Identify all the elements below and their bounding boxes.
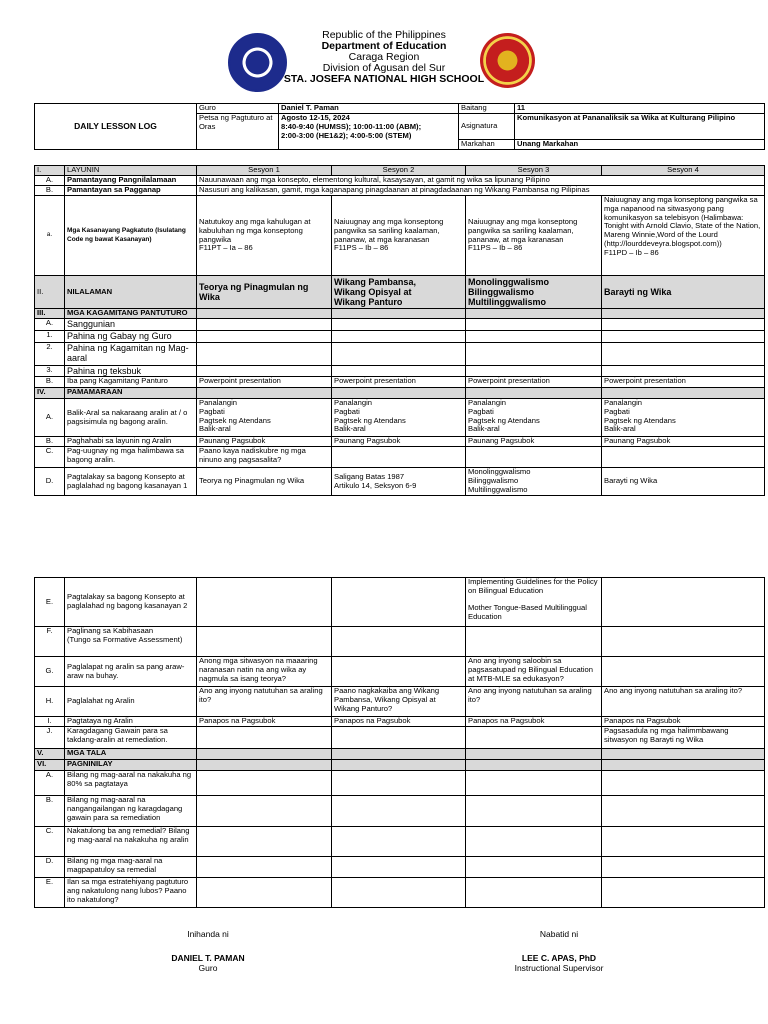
row-number: B. (35, 437, 65, 447)
row-label: Bilang ng mag-aaral na nakakuha ng 80% sa pagtataya (65, 771, 197, 796)
table-row (35, 319, 765, 331)
session-cell: Paunang Pagsubok (197, 437, 332, 447)
baitang-label: Baitang (459, 104, 515, 114)
row-number: F. (35, 627, 65, 657)
petsa-label: Petsa ng Pagtuturo at Oras (197, 114, 279, 150)
session-cell (197, 578, 332, 627)
table-row (35, 196, 765, 276)
session-header: Sesyon 1 (197, 166, 332, 176)
session-cell: Paunang Pagsubok (332, 437, 466, 447)
prepared-label: Inihanda ni (187, 929, 229, 939)
section-number: V. (35, 749, 65, 760)
baitang-value: 11 (515, 104, 765, 114)
section-title: MGA TALA (65, 749, 197, 760)
session-cell: Naiuugnay ang mga konseptong pangwika sa mga napanood na sitwasyong pang komunikasyon sa telebisyon (Halimbawa: Tonight with Arnold Clavio, State of the Nation, Mareng Winnie,Word of the Lourd (http://lourddeveyra.blogspot.com)) F11PD – Ib – 86 (602, 196, 765, 276)
session-cell: Powerpoint presentation (332, 377, 466, 388)
row-label: Bilang ng mag-aaral na nangangailangan ng karagdagang gawain para sa remediation (65, 796, 197, 827)
table-row (35, 857, 765, 878)
row-number: A. (35, 771, 65, 796)
kagamitan-row (35, 309, 765, 319)
table-row (35, 657, 765, 687)
table-row (35, 578, 765, 627)
session-cell: Ano ang inyong natutuhan sa araling ito? (197, 687, 332, 717)
session-cell: Naiuugnay ang mga konseptong pangwika sa sariling kaalaman, pananaw, at mga karanasan F11PS – Ib – 86 (332, 196, 466, 276)
table-row (35, 186, 765, 196)
table-row (35, 727, 765, 749)
session-cell: Paunang Pagsubok (602, 437, 765, 447)
row-number: B. (35, 186, 65, 196)
row-label: Pagtalakay sa bagong Konsepto at paglalahad ng bagong kasanayan 1 (65, 468, 197, 496)
session-cell: Panapos na Pagsubok (197, 717, 332, 727)
section-title: LAYUNIN (65, 166, 197, 176)
session-cell: Powerpoint presentation (466, 377, 602, 388)
row-number: G. (35, 657, 65, 687)
row-number: H. (35, 687, 65, 717)
session-cell: Pagsasadula ng mga halimmbawang sitwasyon ng Barayti ng Wika (602, 727, 765, 749)
session-cell (332, 578, 466, 627)
session-cell: Wikang Pambansa, Wikang Opisyal at Wikang Panturo (332, 276, 466, 309)
division-line: Division of Agusan del Sur (322, 62, 446, 74)
session-cell: Panalangin Pagbati Pagtsek ng Atendans Balik-aral (466, 399, 602, 437)
table-row (35, 399, 765, 437)
session-cell: Panapos na Pagsubok (466, 717, 602, 727)
section-number: I. (35, 166, 65, 176)
asignatura-value: Komunikasyon at Pananaliksik sa Wika at Kulturang Pilipino (515, 114, 765, 140)
row-label: Pahina ng Kagamitan ng Mag-aaral (65, 343, 197, 366)
session-header: Sesyon 4 (602, 166, 765, 176)
session-cell: Panapos na Pagsubok (332, 717, 466, 727)
section-title: PAGNINILAY (65, 760, 197, 771)
table-row (35, 437, 765, 447)
lesson-info-table (34, 103, 765, 150)
markahan-label: Markahan (459, 140, 515, 150)
row-number: C. (35, 827, 65, 857)
section-number: IV. (35, 388, 65, 399)
table-row (35, 827, 765, 857)
row-label: Karagdagang Gawain para sa takdang-aralin at remediation. (65, 727, 197, 749)
session-cell (332, 657, 466, 687)
section-title: MGA KAGAMITANG PANTUTURO (65, 309, 197, 319)
asignatura-label: Asignatura (459, 114, 515, 140)
session-cell: Teorya ng Pinagmulan ng Wika (197, 276, 332, 309)
noted-role: Instructional Supervisor (514, 963, 604, 973)
guro-label: Guro (197, 104, 279, 114)
daily-lesson-log-title: DAILY LESSON LOG (35, 104, 197, 150)
nilalaman-row (35, 276, 765, 309)
row-label: Paglinang sa Kabihasaan (Tungo sa Formative Assessment) (65, 627, 197, 657)
row-number: B. (35, 377, 65, 388)
row-number: A. (35, 319, 65, 331)
table-row (35, 366, 765, 377)
row-label: Iba pang Kagamitang Panturo (65, 377, 197, 388)
row-label: Pamantayang Pangnilalamaan (65, 176, 197, 186)
mga-tala-row (35, 749, 765, 760)
table-row (35, 343, 765, 366)
session-cell: Barayti ng Wika (602, 276, 765, 309)
session-cell (332, 727, 466, 749)
layunin-row (35, 166, 765, 176)
row-label: Pahina ng Gabay ng Guro (65, 331, 197, 343)
session-cell: Barayti ng Wika (602, 468, 765, 496)
row-content: Nauunawaan ang mga konsepto, elementong kultural, kasaysayan, at gamit ng wika sa lipunang Pilipino (197, 176, 765, 186)
session-cell (332, 447, 466, 468)
table-row (35, 878, 765, 908)
session-cell: Ano ang inyong natutuhan sa araling ito? (602, 687, 765, 717)
row-number: 3. (35, 366, 65, 377)
row-label: Balik-Aral sa nakaraang aralin at / o pagsisimula ng bagong aralin. (65, 399, 197, 437)
table-row (35, 447, 765, 468)
table-row (35, 796, 765, 827)
session-cell: Panalangin Pagbati Pagtsek ng Atendans Balik-aral (197, 399, 332, 437)
row-content: Nasusuri ang kalikasan, gamit, mga kaganapang pinagdaanan at pinagdadaanan ng Wikang Pambansa ng Pilipinas (197, 186, 765, 196)
region-line: Caraga Region (348, 51, 420, 63)
session-cell: Monolinggwalismo Bilinggwalismo Multilinggwalismo (466, 468, 602, 496)
school-name: STA. JOSEFA NATIONAL HIGH SCHOOL (283, 73, 485, 85)
session-cell: Panapos na Pagsubok (602, 717, 765, 727)
row-label: Pagtataya ng Aralin (65, 717, 197, 727)
row-label: Bilang ng mga mag-aaral na magpapatuloy sa remedial (65, 857, 197, 878)
table-row (35, 377, 765, 388)
row-number: J. (35, 727, 65, 749)
row-number: 2. (35, 343, 65, 366)
markahan-value: Unang Markahan (515, 140, 765, 150)
session-cell: Monolinggwalismo Bilinggwalismo Multilinggwalismo (466, 276, 602, 309)
session-cell: Naiuugnay ang mga konseptong pangwika sa sariling kaalaman, pananaw, at mga karanasan F11PS – Ib – 86 (466, 196, 602, 276)
session-cell (602, 657, 765, 687)
row-label: Mga Kasanayang Pagkatuto (Isulatang Code ng bawat Kasanayan) (65, 196, 197, 276)
table-row (35, 687, 765, 717)
section-number: III. (35, 309, 65, 319)
session-header: Sesyon 2 (332, 166, 466, 176)
noted-label: Nabatid ni (539, 929, 579, 939)
section-title: NILALAMAN (65, 276, 197, 309)
session-cell: Powerpoint presentation (602, 377, 765, 388)
session-cell (466, 727, 602, 749)
row-label: Pahina ng teksbuk (65, 366, 197, 377)
session-cell: Powerpoint presentation (197, 377, 332, 388)
prepared-name: DANIEL T. PAMAN (171, 953, 245, 963)
row-number: A. (35, 176, 65, 186)
row-number: A. (35, 399, 65, 437)
lesson-plan-table-part1 (34, 165, 765, 496)
row-number: I. (35, 717, 65, 727)
session-cell: Panalangin Pagbati Pagtsek ng Atendans Balik-aral (602, 399, 765, 437)
pagninilay-row (35, 760, 765, 771)
row-label: Paglalahat ng Aralin (65, 687, 197, 717)
petsa-value: Agosto 12-15, 2024 8:40-9:40 (HUMSS); 10:00-11:00 (ABM); 2:00-3:00 (HE1&2); 4:00-5:00 (STEM) (279, 114, 459, 150)
row-label: Pagtalakay sa bagong Konsepto at paglalahad ng bagong kasanayan 2 (65, 578, 197, 627)
document-header (0, 0, 768, 100)
row-label: Paghahabi sa layunin ng Aralin (65, 437, 197, 447)
row-number: B. (35, 796, 65, 827)
table-row (35, 627, 765, 657)
row-number: E. (35, 878, 65, 908)
pamamaraan-row (35, 388, 765, 399)
row-number: a. (35, 196, 65, 276)
section-title: PAMAMARAAN (65, 388, 197, 399)
section-number: II. (35, 276, 65, 309)
lesson-plan-table-part2 (34, 577, 765, 908)
session-cell: Paunang Pagsubok (466, 437, 602, 447)
prepared-by-block (108, 929, 308, 973)
session-header: Sesyon 3 (466, 166, 602, 176)
noted-name: LEE C. APAS, PhD (521, 953, 597, 963)
session-cell (602, 578, 765, 627)
guro-value: Daniel T. Paman (279, 104, 459, 114)
row-label: Paglalapat ng aralin sa pang araw-araw na buhay. (65, 657, 197, 687)
session-cell: Paano kaya nadiskubre ng mga ninuno ang pagsasalita? (197, 447, 332, 468)
row-number: 1. (35, 331, 65, 343)
table-row (35, 331, 765, 343)
table-row (35, 771, 765, 796)
session-cell: Implementing Guidelines for the Policy on Bilingual Education Mother Tongue-Based Multilinggual Education (466, 578, 602, 627)
section-number: VI. (35, 760, 65, 771)
row-number: D. (35, 857, 65, 878)
table-row (35, 176, 765, 186)
noted-by-block (459, 929, 659, 973)
republic-line: Republic of the Philippines (322, 29, 446, 41)
row-label: Sanggunian (65, 319, 197, 331)
row-label: Nakatulong ba ang remedial? Bilang ng mag-aaral na nakakuha ng aralin (65, 827, 197, 857)
session-cell: Teorya ng Pinagmulan ng Wika (197, 468, 332, 496)
session-cell (466, 447, 602, 468)
session-cell: Anong mga sitwasyon na maaaring naranasan natin na ang wika ay nagmula sa isang teorya? (197, 657, 332, 687)
table-row (35, 468, 765, 496)
session-cell (197, 727, 332, 749)
row-number: C. (35, 447, 65, 468)
row-label: Ilan sa mga estratehiyang pagtuturo ang nakatulong nang lubos? Paano ito nakatulong? (65, 878, 197, 908)
table-row (35, 717, 765, 727)
department-line: Department of Education (321, 40, 447, 52)
session-cell: Saligang Batas 1987 Artikulo 14, Seksyon 6-9 (332, 468, 466, 496)
row-number: D. (35, 468, 65, 496)
session-cell (602, 447, 765, 468)
session-cell: Natutukoy ang mga kahulugan at kabuluhan ng mga konseptong pangwika F11PT – Ia – 86 (197, 196, 332, 276)
row-label: Pamantayan sa Pagganap (65, 186, 197, 196)
session-cell: Ano ang inyong natutuhan sa araling ito? (466, 687, 602, 717)
session-cell: Panalangin Pagbati Pagtsek ng Atendans Balik-aral (332, 399, 466, 437)
session-cell: Paano nagkakaiba ang Wikang Pambansa, Wikang Opisyal at Wikang Panturo? (332, 687, 466, 717)
prepared-role: Guro (198, 963, 218, 973)
session-cell: Ano ang inyong saloobin sa pagsasatupad ng Bilingual Education at MTB-MLE sa edukasyon? (466, 657, 602, 687)
row-label: Pag-uugnay ng mga halimbawa sa bagong aralin. (65, 447, 197, 468)
row-number: E. (35, 578, 65, 627)
